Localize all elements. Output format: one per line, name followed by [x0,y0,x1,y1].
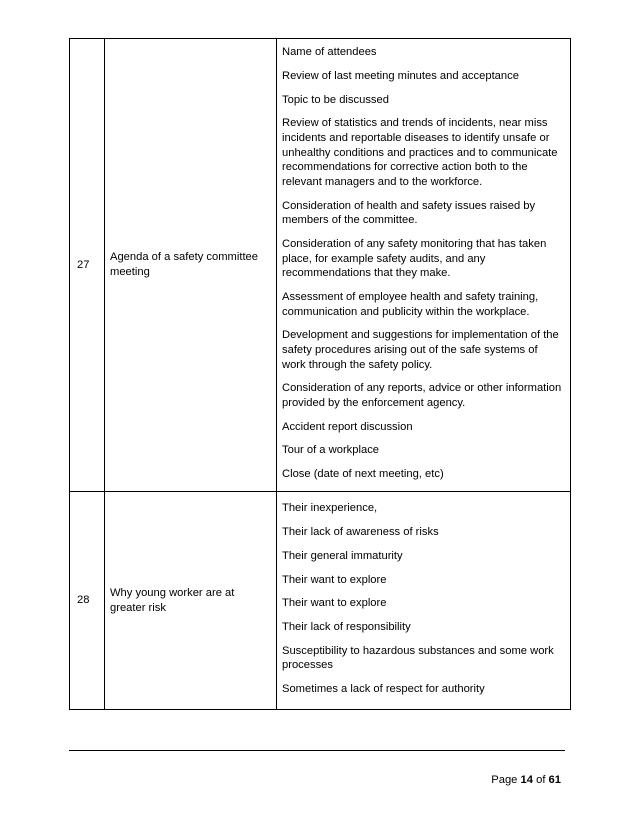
row-topic: Why young worker are at greater risk [105,492,277,710]
list-item: Assessment of employee health and safety training, communication and publicity within the workplace. [282,290,539,318]
list-item: Their want to explore [282,597,387,610]
list-item: Review of last meeting minutes and acceptance [282,69,519,82]
list-item: Topic to be discussed [282,93,389,106]
list-item: Their lack of awareness of risks [282,525,439,538]
of-label: of [536,774,546,786]
row-points [277,492,571,710]
row-topic: Agenda of a safety committee meeting [105,39,277,492]
list-item: Development and suggestions for implementation of the safety procedures arising out of the safe systems of work through the safety policy. [282,329,559,371]
content-table [69,38,571,710]
current-page-number: 14 [520,774,533,786]
page-footer [491,774,561,786]
table-row [70,492,571,710]
footer-divider [69,750,565,751]
list-item: Accident report discussion [282,420,413,433]
list-item: Consideration of health and safety issues raised by members of the committee. [282,199,536,227]
list-item: Review of statistics and trends of incidents, near miss incidents and reportable diseases to identify unsafe or unhealthy conditions and practices and to communicate recommendations for corrective action both to the relevant managers and to the workforce. [282,117,558,188]
list-item: Their lack of responsibility [282,621,411,634]
table-row [70,39,571,492]
list-item: Consideration of any reports, advice or other information provided by the enforcement agency. [282,382,562,409]
row-points [277,39,571,492]
list-item: Susceptibility to hazardous substances and some work processes [282,644,554,672]
page-label: Page [491,774,518,786]
list-item: Tour of a workplace [282,444,380,457]
list-item: Name of attendees [282,46,377,59]
row-number: 27 [70,39,105,492]
row-number: 28 [70,492,105,710]
list-item: Sometimes a lack of respect for authority [282,683,485,696]
list-item: Their inexperience, [282,502,378,515]
total-pages-number: 61 [548,774,561,786]
list-item: Consideration of any safety monitoring that has taken place, for example safety audits, and any recommendations that they make. [282,238,547,280]
list-item: Close (date of next meeting, etc) [282,468,444,481]
list-item: Their general immaturity [282,549,403,562]
list-item: Their want to explore [282,573,387,586]
